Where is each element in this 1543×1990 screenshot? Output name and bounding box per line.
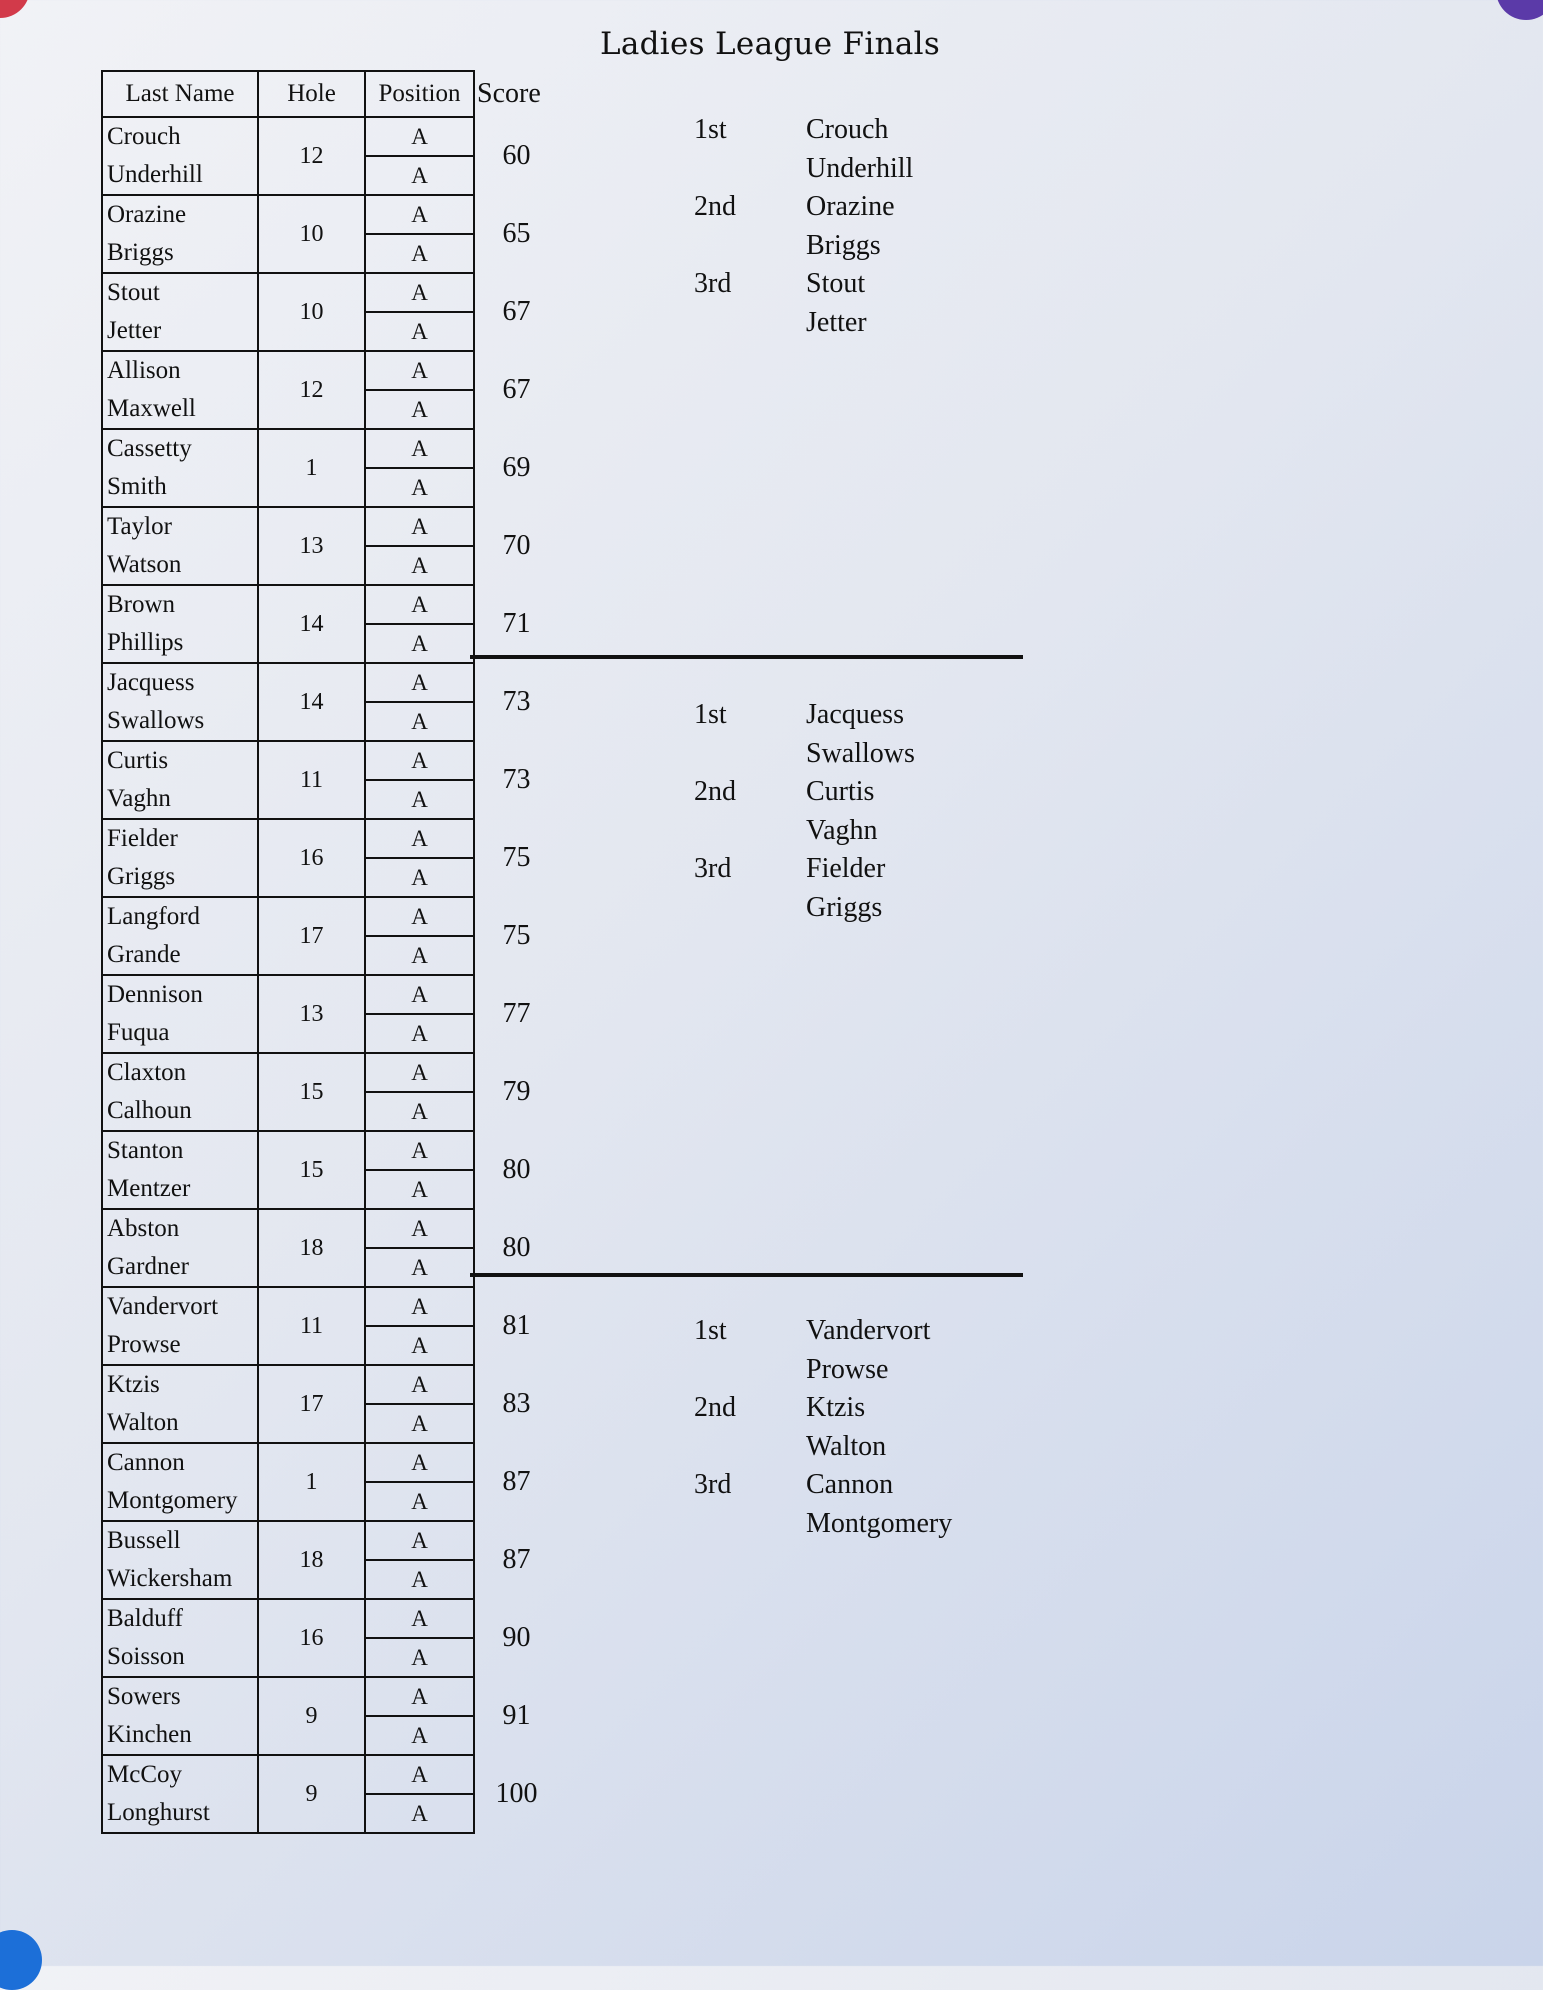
position-value: A [365,936,474,975]
table-row [102,351,558,390]
position-value: A [365,1326,474,1365]
flight-2-podium [694,696,1034,927]
position-value: A [365,156,474,195]
podium-place: 2nd [694,776,736,807]
table-row [102,1053,558,1092]
position-value: A [365,1287,474,1326]
team-rows [102,117,558,1833]
podium-name: Underhill [806,152,914,184]
podium-place: 3rd [694,853,732,884]
podium-name: Montgomery [806,1507,953,1539]
player-last-name: Cannon [102,1443,258,1482]
player-last-name: Allison [102,351,258,390]
position-value: A [365,195,474,234]
team-score: 77 [502,998,531,1029]
player-last-name: Watson [102,546,258,585]
flight-3-podium [694,1312,1034,1543]
podium-place: 2nd [694,191,736,222]
hole-number: 16 [258,819,365,897]
hole-number: 12 [258,117,365,195]
header-position: Position [365,71,474,117]
podium-name: Jetter [806,306,867,338]
hole-number: 15 [258,1053,365,1131]
hole-number: 17 [258,1365,365,1443]
team-score: 87 [502,1544,531,1575]
hole-number: 14 [258,585,365,663]
podium-name: Curtis [806,776,875,807]
podium-name: Griggs [806,891,883,923]
podium-place: 1st [694,114,727,145]
table-row [102,1287,558,1326]
player-last-name: Montgomery [102,1482,258,1521]
team-score: 67 [502,374,531,405]
player-last-name: McCoy [102,1755,258,1794]
team-score: 73 [502,764,531,795]
position-value: A [365,741,474,780]
podium-place: 2nd [694,1392,736,1423]
table-row [102,1521,558,1560]
podium-place: 1st [694,699,727,730]
header-score: Score [477,78,541,109]
table-row [102,1755,558,1794]
hole-number: 11 [258,1287,365,1365]
team-score: 83 [502,1388,531,1419]
position-value: A [365,1365,474,1404]
player-last-name: Brown [102,585,258,624]
team-score: 100 [495,1778,538,1809]
player-last-name: Kinchen [102,1716,258,1755]
player-last-name: Gardner [102,1248,258,1287]
team-score: 81 [502,1310,531,1341]
team-score: 91 [502,1700,531,1731]
podium-name: Cannon [806,1469,894,1500]
player-last-name: Fuqua [102,1014,258,1053]
podium-name: Briggs [806,229,881,261]
player-last-name: Ktzis [102,1365,258,1404]
team-score: 79 [502,1076,531,1107]
position-value: A [365,780,474,819]
position-value: A [365,1131,474,1170]
player-last-name: Stout [102,273,258,312]
position-value: A [365,351,474,390]
hole-number: 9 [258,1677,365,1755]
player-last-name: Briggs [102,234,258,273]
player-last-name: Wickersham [102,1560,258,1599]
team-score: 70 [502,530,531,561]
position-value: A [365,390,474,429]
table-row [102,273,558,312]
hole-number: 12 [258,351,365,429]
table-row [102,1677,558,1716]
header-hole: Hole [258,71,365,117]
hole-number: 18 [258,1521,365,1599]
hole-number: 1 [258,1443,365,1521]
pushpin-purple-icon [1496,0,1543,20]
position-value: A [365,702,474,741]
position-value: A [365,273,474,312]
hole-number: 18 [258,1209,365,1287]
position-value: A [365,1677,474,1716]
position-value: A [365,1092,474,1131]
position-value: A [365,1755,474,1794]
player-last-name: Vandervort [102,1287,258,1326]
team-score: 75 [502,842,531,873]
position-value: A [365,1014,474,1053]
hole-number: 10 [258,195,365,273]
podium-place: 3rd [694,1469,732,1500]
position-value: A [365,1443,474,1482]
page-title: Ladies League Finals [600,26,941,62]
player-last-name: Cassetty [102,429,258,468]
player-last-name: Underhill [102,156,258,195]
results-table [101,70,558,1834]
position-value: A [365,663,474,702]
table-row [102,195,558,234]
podium-name: Crouch [806,114,889,145]
player-last-name: Jacquess [102,663,258,702]
team-score: 60 [502,140,531,171]
player-last-name: Sowers [102,1677,258,1716]
position-value: A [365,897,474,936]
player-last-name: Longhurst [102,1794,258,1833]
header-last-name: Last Name [102,71,258,117]
team-score: 75 [502,920,531,951]
player-last-name: Bussell [102,1521,258,1560]
position-value: A [365,1794,474,1833]
player-last-name: Balduff [102,1599,258,1638]
podium-name: Ktzis [806,1392,866,1423]
player-last-name: Abston [102,1209,258,1248]
table-row [102,585,558,624]
player-last-name: Swallows [102,702,258,741]
player-last-name: Griggs [102,858,258,897]
position-value: A [365,1209,474,1248]
position-value: A [365,819,474,858]
position-value: A [365,1248,474,1287]
podium-name: Orazine [806,191,895,222]
team-score: 80 [502,1154,531,1185]
position-value: A [365,1170,474,1209]
table-row [102,1209,558,1248]
hole-number: 17 [258,897,365,975]
position-value: A [365,468,474,507]
player-last-name: Stanton [102,1131,258,1170]
position-value: A [365,624,474,663]
flight-1-podium [694,111,1034,342]
player-last-name: Mentzer [102,1170,258,1209]
table-row [102,663,558,702]
podium-name: Vaghn [806,814,878,846]
position-value: A [365,1521,474,1560]
hole-number: 16 [258,1599,365,1677]
team-score: 80 [502,1232,531,1263]
team-score: 87 [502,1466,531,1497]
position-value: A [365,1599,474,1638]
table-row [102,1443,558,1482]
player-last-name: Phillips [102,624,258,663]
position-value: A [365,975,474,1014]
player-last-name: Curtis [102,741,258,780]
podium-name: Prowse [806,1353,889,1385]
hole-number: 15 [258,1131,365,1209]
hole-number: 9 [258,1755,365,1833]
hole-number: 13 [258,975,365,1053]
position-value: A [365,585,474,624]
position-value: A [365,429,474,468]
podium-place: 1st [694,1315,727,1346]
position-value: A [365,1560,474,1599]
table-row [102,117,558,156]
player-last-name: Calhoun [102,1092,258,1131]
team-score: 69 [502,452,531,483]
position-value: A [365,1053,474,1092]
player-last-name: Maxwell [102,390,258,429]
flight-divider [470,1273,1023,1277]
position-value: A [365,117,474,156]
player-last-name: Crouch [102,117,258,156]
player-last-name: Dennison [102,975,258,1014]
player-last-name: Langford [102,897,258,936]
player-last-name: Taylor [102,507,258,546]
hole-number: 1 [258,429,365,507]
hole-number: 10 [258,273,365,351]
table-row [102,1599,558,1638]
position-value: A [365,312,474,351]
table-row [102,507,558,546]
team-score: 71 [502,608,531,639]
pushpin-red-icon [0,0,30,18]
table-row [102,975,558,1014]
podium-name: Vandervort [806,1315,931,1346]
podium-name: Swallows [806,737,915,769]
position-value: A [365,1482,474,1521]
position-value: A [365,507,474,546]
position-value: A [365,234,474,273]
podium-name: Fielder [806,853,886,884]
header-row [102,71,558,117]
hole-number: 11 [258,741,365,819]
player-last-name: Jetter [102,312,258,351]
position-value: A [365,1404,474,1443]
player-last-name: Prowse [102,1326,258,1365]
table-row [102,741,558,780]
team-score: 67 [502,296,531,327]
table-row [102,819,558,858]
player-last-name: Smith [102,468,258,507]
table-row [102,429,558,468]
hole-number: 14 [258,663,365,741]
podium-name: Stout [806,268,866,299]
pushpin-blue-icon [0,1930,42,1990]
flight-divider [470,655,1023,659]
hole-number: 13 [258,507,365,585]
position-value: A [365,858,474,897]
player-last-name: Soisson [102,1638,258,1677]
position-value: A [365,1638,474,1677]
player-last-name: Grande [102,936,258,975]
player-last-name: Orazine [102,195,258,234]
podium-place: 3rd [694,268,732,299]
team-score: 73 [502,686,531,717]
table-row [102,897,558,936]
team-score: 65 [502,218,531,249]
position-value: A [365,546,474,585]
table-row [102,1131,558,1170]
table-row [102,1365,558,1404]
podium-name: Jacquess [806,699,904,730]
podium-name: Walton [806,1430,887,1462]
player-last-name: Vaghn [102,780,258,819]
player-last-name: Fielder [102,819,258,858]
position-value: A [365,1716,474,1755]
player-last-name: Claxton [102,1053,258,1092]
player-last-name: Walton [102,1404,258,1443]
team-score: 90 [502,1622,531,1653]
